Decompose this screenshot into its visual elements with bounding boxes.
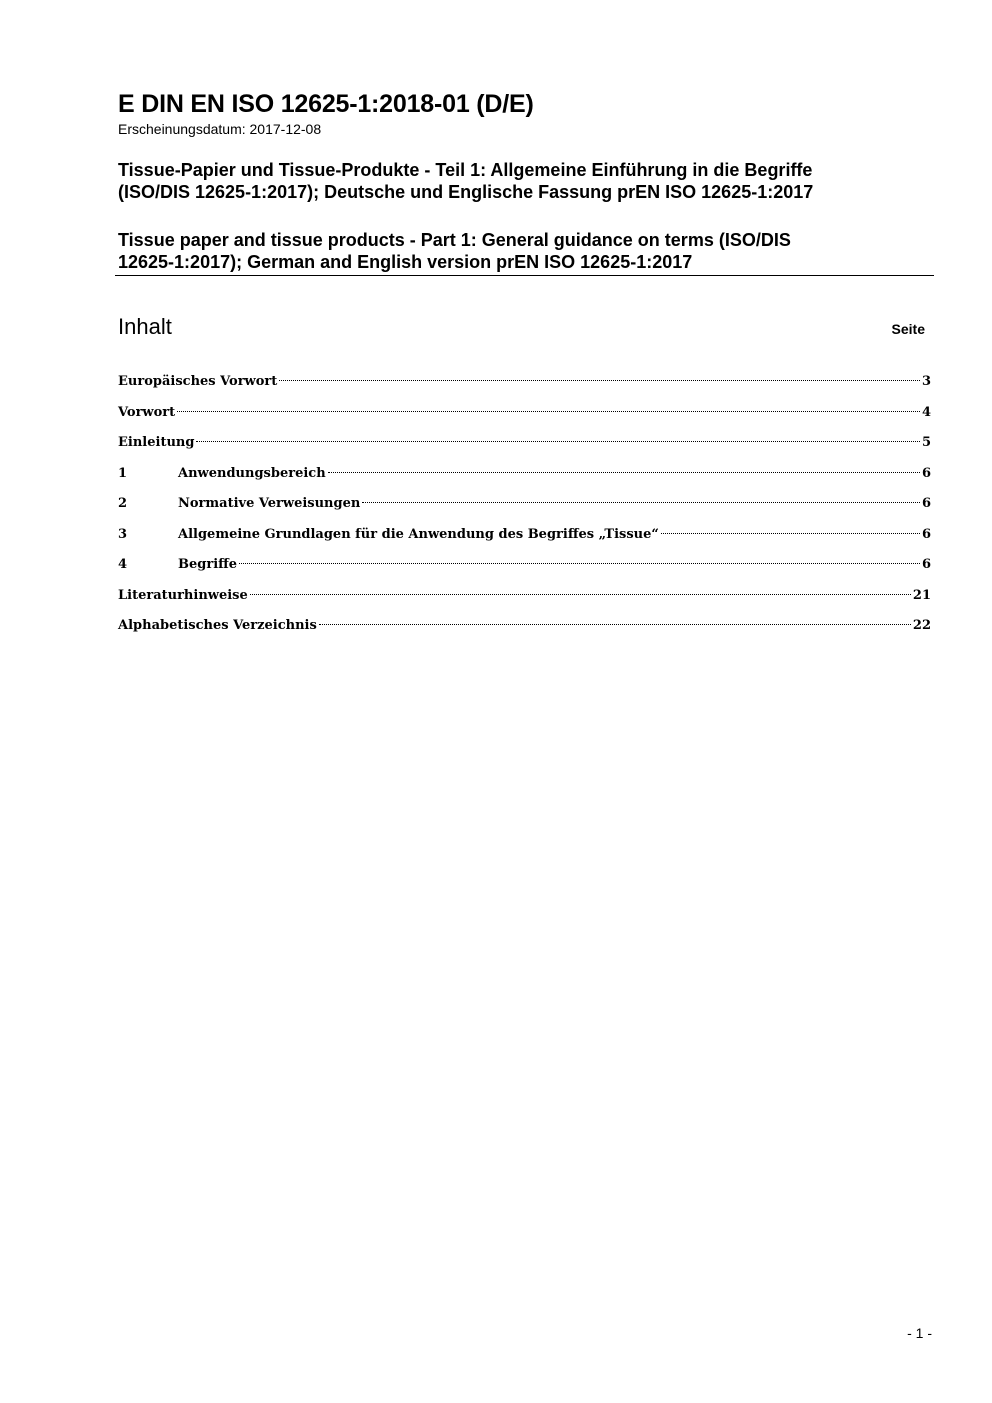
- toc-entry-title: Einleitung: [118, 435, 195, 450]
- toc-dot-leader: [328, 472, 920, 473]
- toc-page-column-label: Seite: [891, 321, 925, 337]
- toc-entry-title: Alphabetisches Verzeichnis: [118, 618, 317, 633]
- document-id: E DIN EN ISO 12625-1:2018-01 (D/E): [118, 90, 534, 118]
- toc-entry-page: 5: [921, 435, 931, 450]
- title-english: [118, 229, 938, 273]
- toc-dot-leader: [196, 441, 920, 442]
- toc-entry-begriffe[interactable]: [118, 553, 931, 584]
- toc-entry-title: Literaturhinweise: [118, 587, 248, 603]
- toc-entry-literaturhinweise[interactable]: [118, 584, 931, 615]
- toc-entry-title: Anwendungsbereich: [178, 465, 326, 481]
- toc-entry-page: 22: [912, 618, 931, 633]
- title-divider: [115, 275, 934, 276]
- toc-entry-alphabetisches-verzeichnis[interactable]: [118, 614, 931, 645]
- toc-entry-page: 6: [921, 496, 931, 511]
- toc-entry-page: 21: [912, 587, 931, 603]
- toc-entry-allgemeine-grundlagen[interactable]: [118, 523, 931, 554]
- toc-entry-number: 2: [118, 496, 128, 511]
- toc-entry-einleitung[interactable]: [118, 431, 931, 462]
- title-german: [118, 159, 938, 203]
- toc-entry-number: 1: [118, 465, 128, 481]
- toc-dot-leader: [319, 624, 911, 625]
- toc-entry-page: 3: [921, 374, 931, 389]
- title-english-line-1: Tissue paper and tissue products - Part 1: General guidance on terms (ISO/DIS: [118, 230, 791, 250]
- publication-date: Erscheinungsdatum: 2017-12-08: [118, 121, 322, 137]
- toc-dot-leader: [239, 563, 920, 564]
- toc-entry-europaeisches-vorwort[interactable]: [118, 370, 931, 401]
- toc-entry-page: 6: [921, 465, 931, 481]
- toc-entry-normative-verweisungen[interactable]: [118, 492, 931, 523]
- toc-entry-anwendungsbereich[interactable]: [118, 462, 931, 493]
- toc-entry-page: 4: [921, 404, 931, 420]
- toc-entry-vorwort[interactable]: [118, 401, 931, 432]
- title-german-line-2: (ISO/DIS 12625-1:2017); Deutsche und Englische Fassung prEN ISO 12625-1:2017: [118, 182, 814, 202]
- toc-entry-title: Vorwort: [118, 404, 176, 420]
- title-english-line-2: 12625-1:2017); German and English version prEN ISO 12625-1:2017: [118, 252, 693, 272]
- toc-entry-title: Allgemeine Grundlagen für die Anwendung des Begriffes „Tissue“: [178, 526, 659, 542]
- toc-entry-page: 6: [921, 557, 931, 572]
- toc-dot-leader: [250, 594, 911, 595]
- toc-entry-title: Normative Verweisungen: [178, 496, 361, 511]
- toc-entry-page: 6: [921, 526, 931, 542]
- toc-entry-number: 4: [118, 557, 128, 572]
- toc-dot-leader: [177, 411, 920, 412]
- page-number: - 1 -: [907, 1325, 932, 1341]
- title-german-line-1: Tissue-Papier und Tissue-Produkte - Teil 1: Allgemeine Einführung in die Begriffe: [118, 160, 813, 180]
- table-of-contents: [118, 370, 931, 645]
- toc-dot-leader: [661, 533, 920, 534]
- toc-entry-number: 3: [118, 526, 128, 542]
- toc-entry-title: Europäisches Vorwort: [118, 374, 278, 389]
- toc-dot-leader: [279, 380, 920, 381]
- toc-dot-leader: [362, 502, 920, 503]
- toc-entry-title: Begriffe: [178, 557, 238, 572]
- toc-heading: Inhalt: [118, 314, 172, 339]
